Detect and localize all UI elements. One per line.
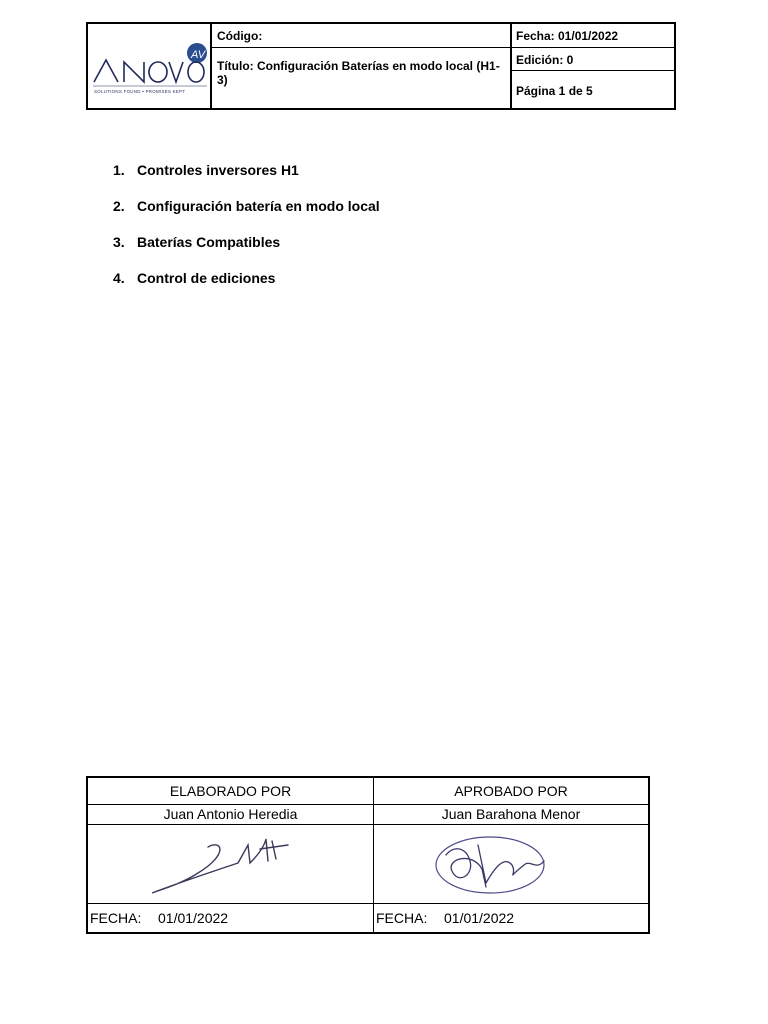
approval-table <box>86 776 650 934</box>
aprobado-column <box>374 778 648 932</box>
elaborado-column <box>88 778 374 932</box>
document-header <box>86 22 676 110</box>
aprobado-role: APROBADO POR <box>374 778 648 805</box>
table-of-contents <box>113 162 380 306</box>
svg-text:SOLUTIONS FOUND • PROMISES KEP: SOLUTIONS FOUND • PROMISES KEPT <box>94 89 186 94</box>
handwritten-signature <box>88 825 374 904</box>
codigo-label: Código: <box>212 24 510 48</box>
toc-item <box>113 234 380 270</box>
elaborado-date-row <box>88 904 373 932</box>
anovo-logo <box>90 38 210 108</box>
elaborado-date: 01/01/2022 <box>158 910 229 926</box>
toc-item-label: Control de ediciones <box>137 270 276 286</box>
elaborado-role: ELABORADO POR <box>88 778 373 805</box>
aprobado-date: 01/01/2022 <box>444 910 515 926</box>
handwritten-signature <box>374 825 648 904</box>
document-title: Título: Configuración Baterías en modo local (H1-3) <box>217 59 500 87</box>
toc-item-number: 2. <box>113 198 125 214</box>
toc-item <box>113 162 380 198</box>
meta-column <box>512 24 674 108</box>
toc-item <box>113 270 380 306</box>
aprobado-signature <box>374 825 648 904</box>
logo-cell <box>88 24 212 108</box>
aprobado-name: Juan Barahona Menor <box>374 805 648 825</box>
elaborado-signature <box>88 825 373 904</box>
elaborado-date-label: FECHA: <box>90 910 142 926</box>
svg-text:AV: AV <box>191 49 206 61</box>
toc-item-number: 3. <box>113 234 125 250</box>
header-page-number: Página 1 de 5 <box>516 84 593 98</box>
elaborado-name: Juan Antonio Heredia <box>88 805 373 825</box>
header-edition: Edición: 0 <box>512 48 674 71</box>
toc-item-number: 1. <box>113 162 125 178</box>
toc-item-number: 4. <box>113 270 125 286</box>
title-column <box>212 24 512 108</box>
toc-item-label: Configuración batería en modo local <box>137 198 380 214</box>
toc-item <box>113 198 380 234</box>
aprobado-date-label: FECHA: <box>376 910 428 926</box>
toc-item-label: Baterías Compatibles <box>137 234 281 250</box>
header-date: Fecha: 01/01/2022 <box>512 24 674 48</box>
toc-item-label: Controles inversores H1 <box>137 162 299 178</box>
aprobado-date-row <box>374 904 648 932</box>
